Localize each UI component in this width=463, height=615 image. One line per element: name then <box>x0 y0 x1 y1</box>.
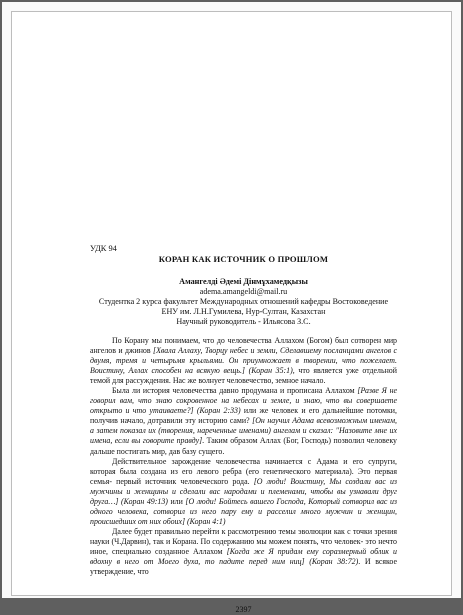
udk-code: УДК 94 <box>90 244 117 253</box>
quran-quote: (Коран 35:1) <box>245 366 293 376</box>
paragraph-text: . И всякое утверждение, что <box>90 557 397 577</box>
paragraph-text: . Таким образом Аллах (Бог, Господь) позволил человеку дальше постигать мир, дав базу сущего. <box>90 436 397 456</box>
paragraph-text: По Корану мы понимаем, что до человечества Аллахом (Богом) был сотворен мир ангелов и джинов <box>90 336 397 356</box>
paragraph-text: Действительное зарождение человечества начинается с Адама и его супруги, которая была создана из его левого ребра (его генетического материала). Это первая семья- первый источник человеческого рода. <box>90 456 397 486</box>
quran-quote: [Разве Я не говорил вам, что знаю сокровенное на небесах и земле, и знаю, что вы совершаете открыто и что утаиваете?] <box>90 386 398 416</box>
quran-quote: [Хвала Аллаху, Творцу небес и земли, Сделавшему посланцами ангелов с двумя, тремя и четырьмя крыльями. Он приумножает в творении, что пожелает. Воистину, Аллах способен на всякую вещь.] <box>90 346 397 376</box>
paragraph-text: или <box>167 496 186 506</box>
body-paragraph <box>90 527 397 577</box>
paragraph-text: , что является уже отдельной темой для рассуждения. Нас же волнует человечество, земное начало. <box>90 366 397 386</box>
quran-quote: (Коран 38:72) <box>304 557 359 567</box>
author-name: Амангелді Әдемі Дінмұхамедқызы <box>179 277 308 286</box>
page-number: 2397 <box>235 605 252 614</box>
body-paragraph <box>90 336 397 386</box>
affiliation-line-1: Студентка 2 курса факультет Международных отношений кафедры Востоковедение <box>98 297 389 306</box>
paragraph-text: или же человек и его дальнейшие потомки, получив начало, дотравили эту историю сами? <box>90 406 397 426</box>
quran-quote: (Коран 49:13) <box>118 496 168 506</box>
quran-quote: [О люди! Бойтесь вашего Господа, Который сотворил вас из одного человека, сотворил из него пару ему и расселил много мужчин и женщин, происшедших от них обоих] <box>90 496 397 526</box>
article-title: КОРАН КАК ИСТОЧНИК О ПРОШЛОМ <box>158 254 329 264</box>
paragraph-text: Была ли история человечества давно продумана и прописана Аллахом <box>112 386 358 396</box>
quran-quote: (Коран 2:33) <box>193 406 241 416</box>
document-viewer <box>2 2 461 614</box>
body-paragraph <box>90 457 397 527</box>
paragraph-text: Далее будет правильно перейти к рассмотрению темы эволюции как с точки зрения науки (Ч.Дарвин), так и Корана. По содержанию мы можем понять, что человек- это нечто иное, специально созданное Аллахом <box>90 526 397 556</box>
quran-quote: [Он научил Адама всевозможным именам, а затем показал их (творения, нареченные именами) ангелам и сказал: "Назовите мне их имена, если вы говорите правду] <box>90 416 397 446</box>
quran-quote: (Коран 4:1) <box>185 516 226 526</box>
quran-quote: [Когда же Я придам ему соразмерный облик и вдохну в него от Моего духа, то падите перед ним ниц] <box>90 546 397 567</box>
article-body <box>90 336 397 577</box>
quran-quote: [О люди! Воистину, Мы создали вас из мужчины и женщины и сделали вас народами и племенами, чтобы вы узнавали друг друга…] <box>90 476 397 506</box>
body-paragraph <box>90 386 397 456</box>
author-email: adema.amangeldi@mail.ru <box>199 287 288 296</box>
supervisor: Научный руководитель - Ильясова З.С. <box>176 317 311 326</box>
document-page <box>12 12 451 614</box>
affiliation-line-2: ЕНУ им. Л.Н.Гумилева, Нур-Султан, Казахстан <box>161 307 326 316</box>
